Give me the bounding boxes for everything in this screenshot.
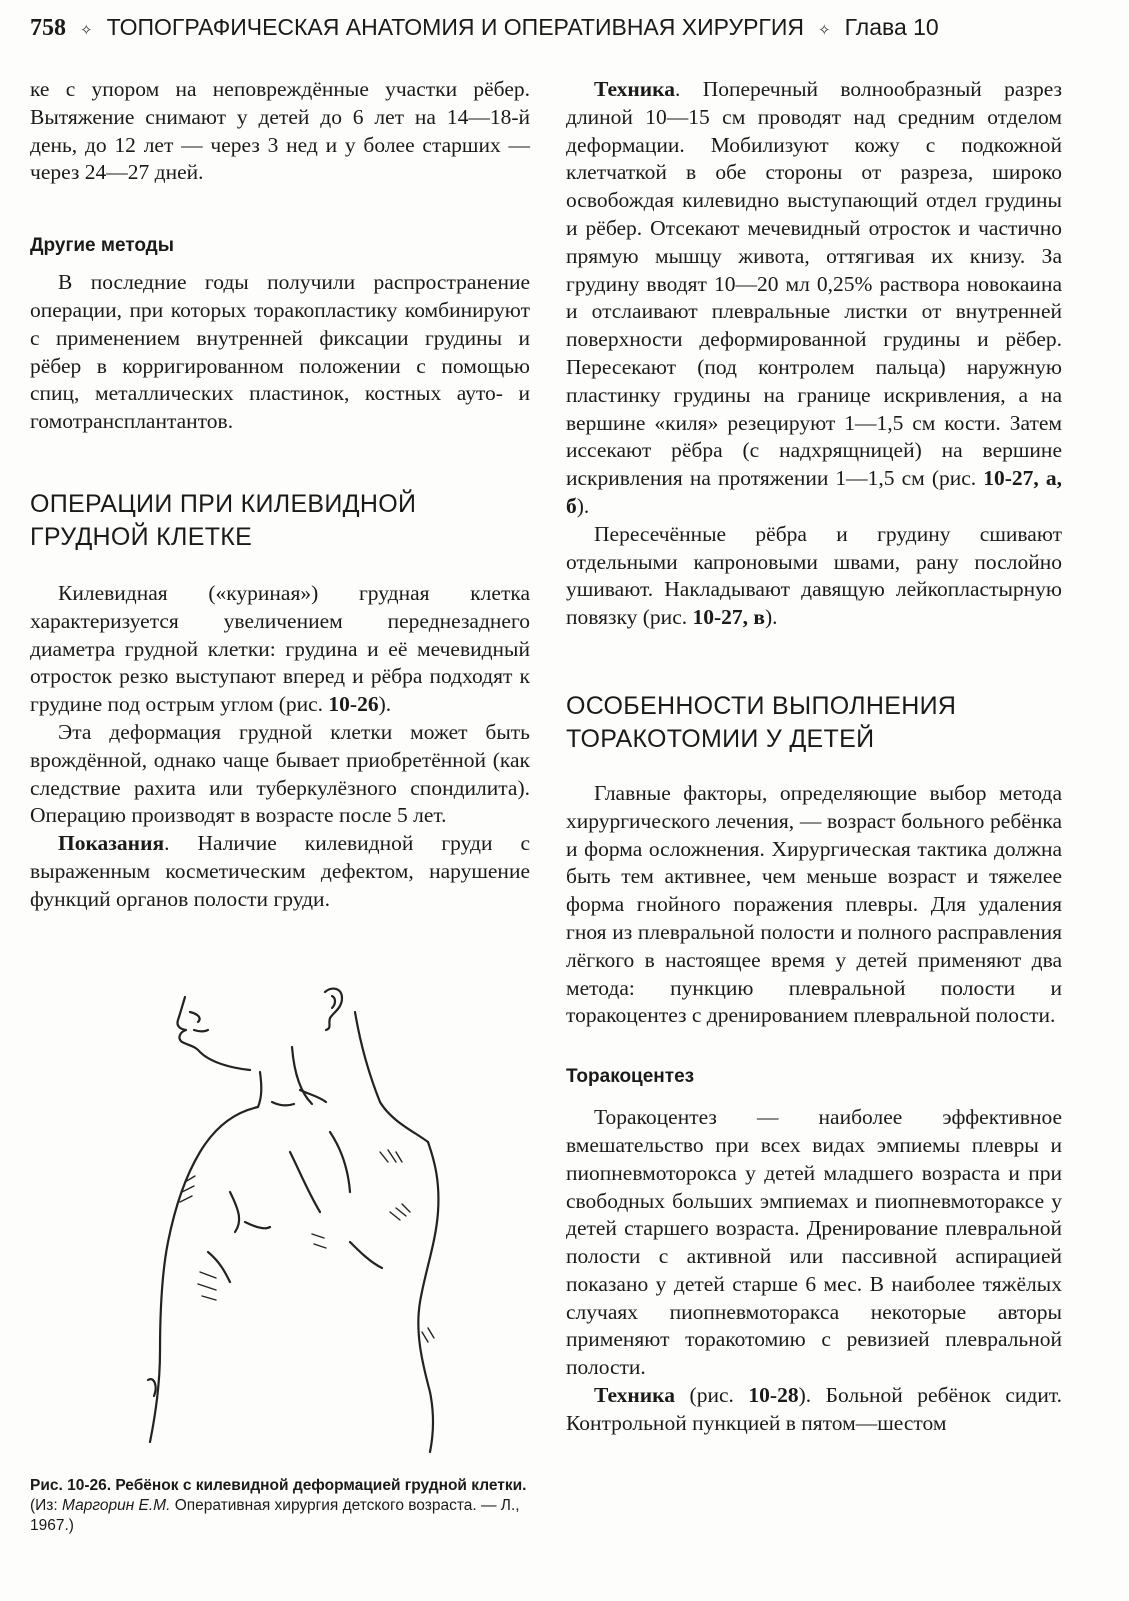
page-number: 758 (30, 15, 66, 41)
text: . Наличие килевидной груди с выраженным косметическим дефектом, нарушение функций органов полости груди. (30, 831, 530, 911)
text: ). (576, 493, 590, 518)
paragraph-thoracotomy: Главные факторы, определяющие выбор метода хирургического лечения, — возраст больного ребёнка и форма осложнения. Хирургическая тактика должна быть тем активнее, чем меньше возраст и тяжелее форма гнойного поражения плевры. Для удаления гноя из плевральной полости и полного расправления лёгкого в настоящее время у детей применяют два метода: пункцию плевральной полости и торакоцентез с дренированием плевральной полости. (566, 780, 1062, 1028)
caption-author: Маргорин Е.М. (62, 1497, 171, 1514)
paragraph-continued: ке с упором на неповреждённые участки рёбер. Вытяжение снимают у детей до 6 лет на 14—18-й день, до 12 лет — через 3 нед и у более старших — через 24—27 дней. (30, 77, 530, 185)
figure-caption (30, 1476, 530, 1536)
figure-ref: 10-27, а, б (566, 466, 1062, 518)
paragraph-other-methods: В последние годы получили распространение операции, при которых торакопластику комбинируют с применением внутренней фиксации грудины и рёбер в корригированном положении с помощью спиц, металлических пластинок, костных ауто- и гомотрансплантантов. (30, 270, 530, 434)
heading-keel-chest (30, 488, 530, 554)
text: ). (765, 605, 778, 630)
text: ). (378, 692, 392, 717)
heading-line: ОСОБЕННОСТИ ВЫПОЛНЕНИЯ (566, 691, 957, 720)
figure-ref: 10-27, в (692, 605, 766, 630)
label-technique: Техника (594, 1383, 675, 1408)
text: (рис. (674, 1383, 749, 1408)
label-technique: Техника (594, 77, 675, 101)
right-column (566, 76, 1062, 1438)
page-header (30, 14, 1100, 50)
caption-source: Оперативная хирургия детского возраста. — Л., 1967.) (30, 1497, 520, 1534)
paragraph-technique (566, 76, 1062, 521)
heading-line: ГРУДНОЙ КЛЕТКЕ (30, 522, 253, 551)
figure-ref: 10-28 (748, 1383, 799, 1408)
heading-line: ОПЕРАЦИИ ПРИ КИЛЕВИДНОЙ (30, 489, 417, 518)
chapter-label: Глава 10 (844, 14, 939, 40)
text: ). Больной ребёнок сидит. Контрольной пункцией в пятом—шестом (566, 1383, 1062, 1435)
separator-icon: ✧ (818, 22, 831, 39)
separator-icon: ✧ (80, 22, 93, 39)
caption-label: Рис. 10-26. Ребёнок с килевидной деформацией грудной клетки. (30, 1477, 527, 1494)
paragraph-indications (30, 830, 530, 913)
heading-thoracocentesis: Торакоцентез (566, 1066, 695, 1088)
text: Килевидная («куриная») грудная клетка характеризуется увеличением переднезаднего диаметра грудной клетки: грудина и её мечевидный отросток резко выступают вперед и рёбра подходят к грудине под острым углом (рис. (30, 580, 530, 717)
label-indications: Показания (58, 831, 165, 856)
paragraph-keel-origin: Эта деформация грудной клетки может быть врождённой, однако чаще бывает приобретённой (как следствие рахита или туберкулёзного спондилита). Операцию производят в возрасте после 5 лет. (30, 719, 530, 828)
heading-thoracotomy (566, 690, 1062, 756)
running-title: ТОПОГРАФИЧЕСКАЯ АНАТОМИЯ И ОПЕРАТИВНАЯ ХИРУРГИЯ (106, 14, 805, 40)
paragraph-thoracocentesis: Торакоцентез — наиболее эффективное вмешательство при всех видах эмпиемы плевры и пиопневмоторокса у детей младшего возраста и при свободных больших эмпиемах и пиопневмотораксе у детей старшего возраста. Дренирование плевральной полости с активной или пассивной аспирацией показано у детей старше 6 мес. В наиболее тяжёлых случаях пиопневмоторакса некоторые авторы применяют торакотомию с ревизией плевральной полости. (566, 1105, 1062, 1380)
paragraph-suture (566, 521, 1062, 632)
left-column (30, 76, 530, 914)
paragraph-technique-2 (566, 1382, 1062, 1438)
text: . Поперечный волнообразный разрез длиной 10—15 см проводят над средним отделом деформации. Мобилизуют кожу с подкожной клетчаткой в обе стороны от разреза, широко освобождая килевидно выступающий отдел грудины и рёбер. Отсекают мечевидный отросток и частично прямую мышцу живота, оттягивая их книзу. За грудину вводят 10—20 мл 0,25% раствора новокаина и отслаивают плевральные листки от внутренней поверхности деформированной грудины и рёбер. Пересекают (под контролем пальца) наружную пластинку грудины на границе искривления, а на вершине «киля» резецируют 1—1,5 см кости. Затем иссекают рёбра (с надхрящницей) на вершине искривления на протяжении 1—1,5 см (рис. (566, 77, 1062, 491)
figure-ref: 10-26 (328, 692, 379, 717)
figure-child-illustration (30, 972, 530, 1472)
heading-other-methods: Другие методы (30, 235, 174, 257)
caption-source: (Из: (30, 1497, 63, 1514)
text: Пересечённые рёбра и грудину сшивают отдельными капроновыми швами, рану послойно ушивают. Накладывают давящую лейкопластырную повязку (рис. (566, 521, 1062, 630)
heading-line: ТОРАКОТОМИИ У ДЕТЕЙ (566, 724, 875, 753)
paragraph-keel-definition (30, 580, 530, 719)
